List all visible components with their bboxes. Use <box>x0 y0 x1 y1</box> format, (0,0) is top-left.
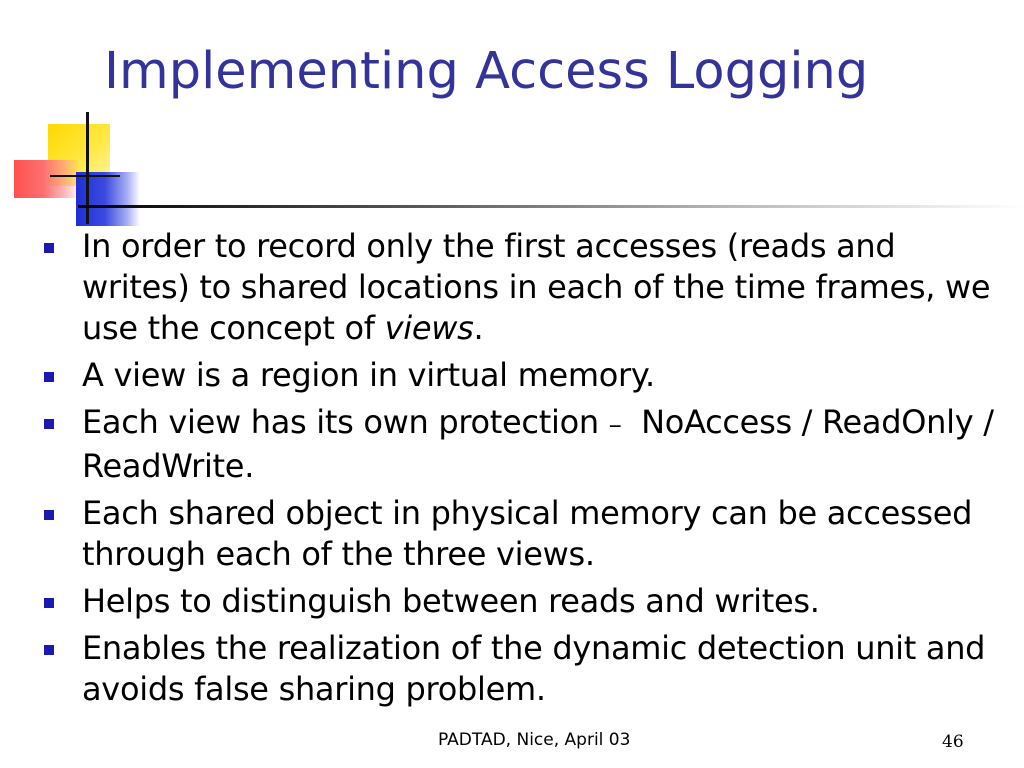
bullet-list <box>44 226 1004 716</box>
bullet-icon <box>44 598 54 608</box>
bullet-text: . <box>473 309 484 347</box>
bullet-text: Enables the realization of the dynamic detection unit and avoids false sharing problem. <box>82 629 986 708</box>
list-item <box>44 355 1004 396</box>
list-item <box>44 581 1004 622</box>
bullet-text: A view is a region in virtual memory. <box>82 356 655 394</box>
bullet-text: NoAccess / ReadOnly / ReadWrite. <box>82 403 1004 485</box>
bullet-icon <box>44 372 54 382</box>
footer-text: PADTAD, Nice, April 03 <box>438 730 631 750</box>
bullet-text: Helps to distinguish between reads and writes. <box>82 582 820 620</box>
red-square-decoration <box>14 160 80 198</box>
page-number: 46 <box>942 732 964 752</box>
bullet-text: Each view has its own protection <box>82 403 609 441</box>
list-item <box>44 226 1004 349</box>
list-item <box>44 628 1004 710</box>
dash-separator: – <box>608 410 622 440</box>
list-item <box>44 493 1004 575</box>
bullet-icon <box>44 510 54 520</box>
slide-title: Implementing Access Logging <box>104 42 869 101</box>
bullet-text: Each shared object in physical memory can be accessed through each of the three views. <box>82 494 973 573</box>
horizontal-line-decoration <box>50 175 120 177</box>
emphasis-text: views <box>384 309 474 347</box>
bullet-icon <box>44 645 54 655</box>
bullet-icon <box>44 419 54 429</box>
bullet-text: In order to record only the first accesses (reads and writes) to shared locations in each of the time frames, we use the concept of <box>82 227 991 347</box>
title-divider-rule <box>78 205 1024 208</box>
list-item <box>44 402 1004 487</box>
bullet-icon <box>44 243 54 253</box>
